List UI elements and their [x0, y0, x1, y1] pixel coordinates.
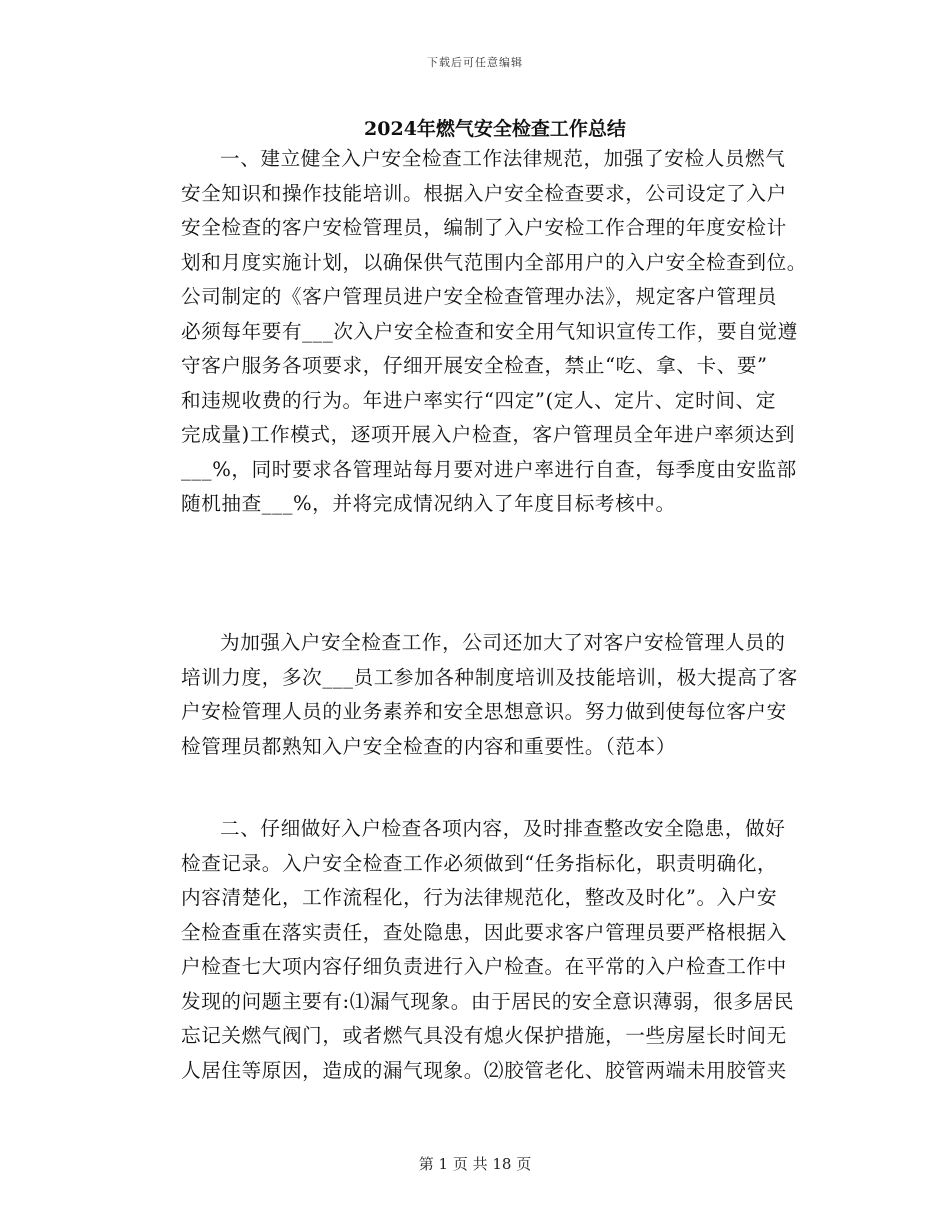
paragraph-1 — [142, 142, 810, 522]
paragraph-2 — [142, 626, 810, 764]
paragraph-line: 公司制定的《客户管理员进户安全检查管理办法》，规定客户管理员 — [181, 285, 778, 308]
paragraph-line: 培训力度，多次___员工参加各种制度培训及技能培训，极大提高了客 — [181, 665, 798, 689]
paragraph-line: 随机抽查___%，并将完成情况纳入了年度目标考核中。 — [181, 492, 676, 515]
header-note: 下载后可任意编辑 — [427, 56, 523, 69]
paragraph-line: 必须每年要有___次入户安全检查和安全用气知识宣传工作，要自觉遵 — [181, 319, 798, 343]
paragraph-line: ___%，同时要求各管理站每月要对进户率进行自查，每季度由安监部 — [181, 457, 797, 481]
paragraph-3 — [142, 812, 810, 1088]
paragraph-line: 忘记关燃气阀门，或者燃气具没有熄火保护措施，一些房屋长时间无 — [181, 1024, 787, 1047]
paragraph-line: 一、建立健全入户安全检查工作法律规范，加强了安检人员燃气 — [220, 147, 786, 170]
paragraph-line: 户检查七大项内容仔细负责进行入户检查。在平常的入户检查工作中 — [181, 955, 787, 978]
paragraph-line: 为加强入户安全检查工作，公司还加大了对客户安检管理人员的 — [220, 631, 786, 654]
paragraph-line: 完成量)工作模式，逐项开展入户检查，客户管理员全年进户率须达到 — [181, 423, 796, 446]
paragraph-line: 检管理员都熟知入户安全检查的内容和重要性。（范本） — [181, 734, 677, 758]
paragraph-line: 内容清楚化，工作流程化，行为法律规范化，整改及时化”。入户安 — [181, 886, 778, 909]
paragraph-line: 发现的问题主要有:⑴漏气现象。由于居民的安全意识薄弱，很多居民 — [181, 989, 795, 1013]
paragraph-line: 人居住等原因，造成的漏气现象。⑵胶管老化、胶管两端未用胶管夹 — [181, 1058, 787, 1082]
paragraph-line: 全检查重在落实责任，查处隐患，因此要求客户管理员要严格根据入 — [181, 920, 787, 944]
paragraph-line: 守客户服务各项要求，仔细开展安全检查，禁止“吃、拿、卡、要” — [181, 354, 768, 377]
paragraph-line: 安全知识和操作技能培训。根据入户安全检查要求，公司设定了入户 — [181, 181, 787, 205]
paragraph-line: 划和月度实施计划，以确保供气范围内全部用户的入户安全检查到位。 — [181, 250, 808, 274]
paragraph-line: 和违规收费的行为。年进户率实行“四定”(定人、定片、定时间、定 — [181, 388, 776, 412]
document-title: 2024年燃气安全检查工作总结 — [364, 118, 626, 140]
paragraph-line: 检查记录。入户安全检查工作必须做到“任务指标化，职责明确化， — [181, 851, 778, 875]
paragraph-line: 户安检管理人员的业务素养和安全思想意识。努力做到使每位客户安 — [181, 700, 787, 723]
paragraph-line: 安全检查的客户安检管理员，编制了入户安检工作合理的年度安检计 — [181, 216, 787, 239]
paragraph-line: 二、仔细做好入户检查各项内容，及时排查整改安全隐患，做好 — [220, 817, 786, 840]
page-footer: 第 1 页 共 18 页 — [418, 1155, 532, 1173]
